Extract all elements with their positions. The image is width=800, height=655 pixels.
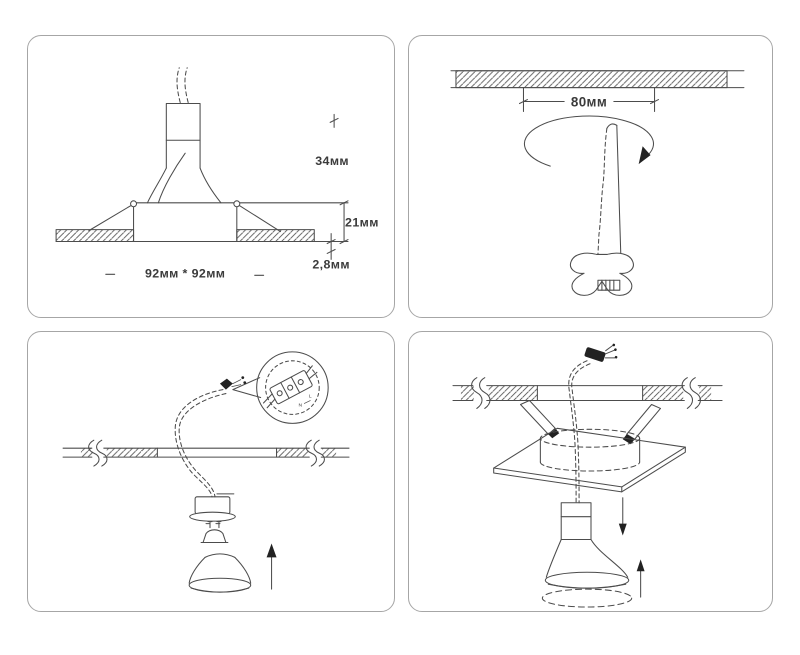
dim-label-92mm: 92мм * 92мм [144, 266, 226, 281]
terminal-block-icon [259, 365, 322, 410]
rotation-arrow-icon [524, 116, 653, 166]
mounting-plate-icon [494, 428, 686, 492]
mounting-figure [409, 332, 772, 611]
panel-cutout [408, 35, 773, 318]
dim-label-2-8mm: 2,8мм [312, 257, 350, 272]
cutout-figure [409, 36, 772, 317]
dimensions-figure [28, 36, 394, 317]
gu10-bulb-icon [189, 554, 251, 592]
lamp-socket-icon [561, 503, 591, 540]
trim-ring-icon [542, 589, 631, 607]
ceiling-section-icon [451, 71, 744, 88]
arrow-up-icon [267, 543, 277, 589]
wire-connector-icon [220, 376, 246, 389]
ceiling-section-icon [56, 230, 348, 242]
power-wires-icon [177, 68, 188, 103]
dimension-lines [106, 114, 348, 275]
gu10-bulb-icon [545, 540, 628, 589]
spring-clips-icon [89, 201, 281, 232]
arrow-up-icon [637, 559, 645, 597]
arrow-down-icon [619, 498, 627, 536]
dim-label-34mm: 34мм [315, 154, 350, 169]
keyhole-saw-icon [570, 124, 633, 295]
ceiling-section-icon [453, 386, 722, 401]
wiring-figure [28, 332, 394, 611]
magnifier-detail-icon [233, 352, 328, 423]
panel-mounting [408, 331, 773, 612]
panel-wiring [27, 331, 395, 612]
terminal-label-n: N [298, 403, 303, 409]
gu10-socket-icon [201, 522, 228, 543]
dim-label-21mm: 21мм [345, 215, 379, 230]
power-wire-icon [175, 390, 226, 497]
lamp-holder-icon [190, 494, 236, 524]
panel-dimensions [27, 35, 395, 318]
wire-connector-icon [584, 336, 621, 366]
lamp-cross-section-icon [147, 104, 220, 203]
terminal-label-l: L [308, 394, 312, 400]
dim-label-80mm: 80мм [570, 94, 608, 110]
